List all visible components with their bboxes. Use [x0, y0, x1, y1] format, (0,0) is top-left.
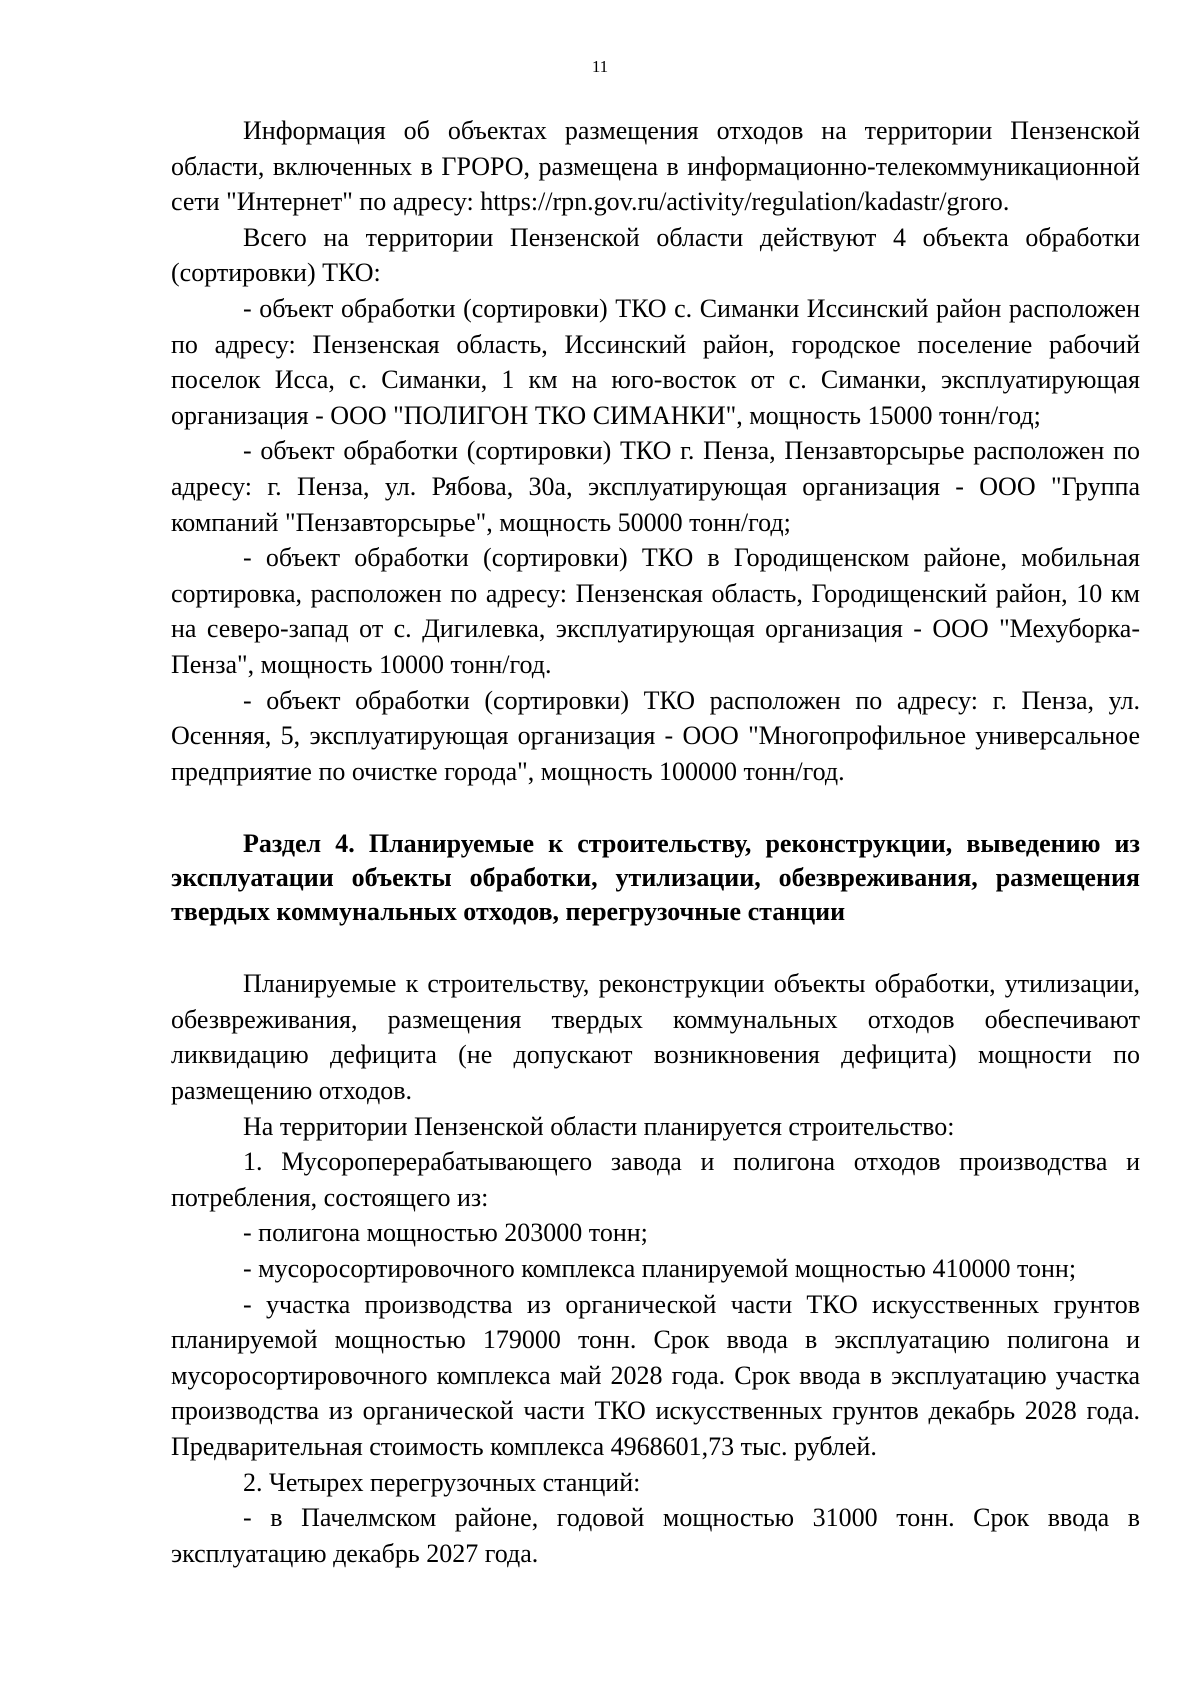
- section-heading: Раздел 4. Планируемые к строительству, реконструкции, выведению из эксплуатации объекты обработки, утилизации, обезвреживания, размещения твердых коммунальных отходов, перегрузочные станции: [171, 829, 1140, 927]
- paragraph-plant: 1. Мусороперерабатывающего завода и полигона отходов производства и потребления, состоящего из:: [171, 1147, 1140, 1212]
- paragraph-construction-planned: На территории Пензенской области планируется строительство:: [243, 1111, 955, 1141]
- paragraph-pachelma: - в Пачелмском районе, годовой мощностью 31000 тонн. Срок ввода в эксплуатацию декабрь 2027 года.: [171, 1503, 1140, 1568]
- page-number: 11: [591, 57, 609, 76]
- paragraph-groro-info: [171, 113, 1140, 220]
- paragraph-penzavtorsyrie: - объект обработки (сортировки) ТКО г. Пенза, Пензавторсырье расположен по адресу: г. Пенза, ул. Рябова, 30а, эксплуатирующая организация - ООО "Группа компаний "Пензавторсырье", мощность 50000 тонн/год;: [171, 436, 1140, 537]
- paragraph-tail: .: [1002, 187, 1010, 217]
- paragraph-transfer-stations: 2. Четырех перегрузочных станций:: [243, 1467, 641, 1497]
- paragraph-sorting-total: Всего на территории Пензенской области действуют 4 объекта обработки (сортировки) ТКО:: [171, 222, 1140, 288]
- paragraph-landfill-capacity: - полигона мощностью 203000 тонн;: [243, 1218, 648, 1248]
- document-body: [171, 113, 1140, 1571]
- paragraph-osennyaya: - объект обработки (сортировки) ТКО расположен по адресу: г. Пенза, ул. Осенняя, 5, эксплуатирующая организация - ООО "Многопрофильное универсальное предприятие по очистке города", мощность 100000 тонн/год.: [171, 685, 1140, 786]
- paragraph-text: Информация об объектах размещения отходов на территории Пензенской области, включенных в ГРОРО, размещена в информационно-телекоммуникационной сети "Интернет" по адресу:: [171, 116, 1140, 217]
- paragraph-soil-section: - участка производства из органической части ТКО искусственных грунтов планируемой мощностью 179000 тонн. Срок ввода в эксплуатацию полигона и мусоросортировочного комплекса май 2028 года. Срок ввода в эксплуатацию участка производства из органической части ТКО искусственных грунтов декабрь 2028 года. Предварительная стоимость комплекса 4968601,73 тыс. рублей.: [171, 1289, 1140, 1461]
- groro-link[interactable]: https://rpn.gov.ru/activity/regulation/kadastr/groro: [480, 187, 1003, 217]
- paragraph-sorting-complex: - мусоросортировочного комплекса планируемой мощностью 410000 тонн;: [243, 1254, 1077, 1284]
- paragraph-planned-intro: Планируемые к строительству, реконструкции объекты обработки, утилизации, обезвреживания, размещения твердых коммунальных отходов обеспечивают ликвидацию дефицита (не допускают возникновения дефицита) мощности по размещению отходов.: [171, 969, 1140, 1106]
- paragraph-gorodishche: - объект обработки (сортировки) ТКО в Городищенском районе, мобильная сортировка, расположен по адресу: Пензенская область, Городищенский район, 10 км на северо-запад от с. Дигилевка, эксплуатирующая организация - ООО "Мехуборка-Пенза", мощность 10000 тонн/год.: [171, 543, 1140, 679]
- paragraph-simanki: - объект обработки (сортировки) ТКО с. Симанки Иссинский район расположен по адресу: Пензенская область, Иссинский район, городское поселение рабочий поселок Исса, с. Симанки, 1 км на юго-восток от с. Симанки, эксплуатирующая организация - ООО "ПОЛИГОН ТКО СИМАНКИ", мощность 15000 тонн/год;: [171, 293, 1140, 430]
